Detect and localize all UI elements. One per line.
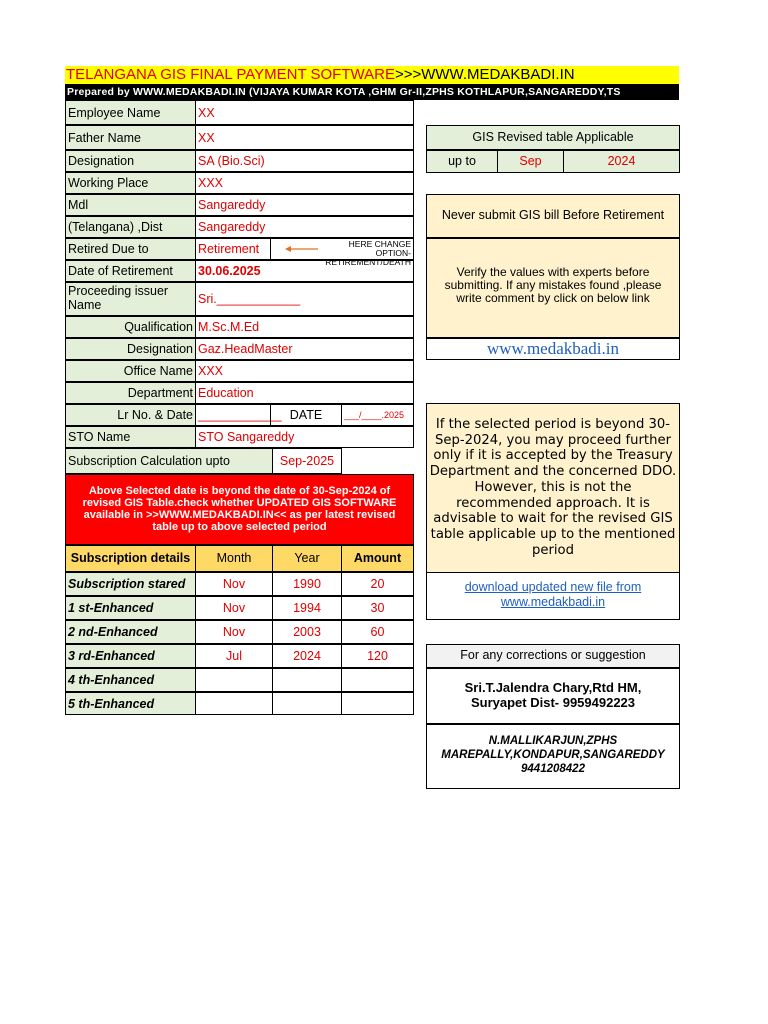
gis-revised-month: Sep — [497, 150, 564, 173]
never-submit-notice: Never submit GIS bill Before Retirement — [426, 194, 680, 238]
table-cell-year[interactable]: 2024 — [272, 644, 342, 668]
beyond-date-warning: Above Selected date is beyond the date of 30-Sep-2024 of revised GIS Table.check whether UPDATED GIS SOFTWARE available in >>WWW.MEDAKBADI.IN<< as per latest revised table up to above selected period — [65, 474, 414, 545]
table-cell-month[interactable] — [195, 692, 273, 715]
table-cell-year[interactable] — [272, 692, 342, 715]
lr-no-label: Lr No. & Date — [65, 404, 196, 426]
page-title — [65, 66, 679, 84]
table-cell-year[interactable] — [272, 668, 342, 692]
issuer-designation-field[interactable]: Gaz.HeadMaster — [195, 338, 414, 360]
qualification-label: Qualification — [65, 316, 196, 338]
table-cell-amount — [341, 692, 414, 715]
contact-mallikarjun-phone: 9441208422 — [521, 763, 585, 775]
employee-name-field[interactable]: XX — [195, 100, 414, 125]
district-label: (Telangana) ,Dist — [65, 216, 196, 238]
sto-name-field[interactable]: STO Sangareddy — [195, 426, 414, 448]
table-cell-month[interactable]: Jul — [195, 644, 273, 668]
year-header: Year — [272, 545, 342, 572]
lr-date-field[interactable]: ___/____.2025 — [341, 404, 414, 426]
gis-revised-label: GIS Revised table Applicable — [426, 125, 680, 150]
table-cell-amount: 60 — [341, 620, 414, 644]
table-cell-year[interactable]: 1990 — [272, 572, 342, 596]
proceeding-issuer-field[interactable]: Sri.____________ — [195, 282, 414, 316]
subscription-upto-select[interactable]: Sep-2025 — [272, 448, 342, 474]
date-label: DATE — [270, 404, 342, 426]
table-row-label: 4 th-Enhanced — [65, 668, 196, 692]
retired-due-to-select[interactable]: Retirement — [195, 238, 271, 260]
period-advisory-note: If the selected period is beyond 30-Sep-2024, you may proceed further only if it is accepted by the Treasury Department and the concerned DDO. However, this is not the recommended approach. It is advisable to wait for the revised GIS table applicable up to the mentioned period — [426, 403, 680, 573]
title-text: TELANGANA GIS FINAL PAYMENT SOFTWARE — [66, 66, 395, 83]
department-field[interactable]: Education — [195, 382, 414, 404]
table-cell-month[interactable] — [195, 668, 273, 692]
working-place-field[interactable]: XXX — [195, 172, 414, 194]
retired-option-note-cell — [270, 238, 414, 267]
table-row-label: 3 rd-Enhanced — [65, 644, 196, 668]
corrections-header: For any corrections or suggestion — [426, 644, 680, 668]
table-cell-amount: 120 — [341, 644, 414, 668]
table-row-label: Subscription stared — [65, 572, 196, 596]
qualification-field[interactable]: M.Sc.M.Ed — [195, 316, 414, 338]
download-update-link[interactable]: download updated new file from www.medakbadi.in — [464, 580, 642, 609]
retired-due-to-label: Retired Due to — [65, 238, 196, 260]
table-cell-year[interactable]: 1994 — [272, 596, 342, 620]
table-row-label: 2 nd-Enhanced — [65, 620, 196, 644]
title-url[interactable]: >>>WWW.MEDAKBADI.IN — [394, 66, 575, 83]
date-of-retirement-label: Date of Retirement — [65, 260, 196, 282]
issuer-designation-label: Designation — [65, 338, 196, 360]
table-cell-month[interactable]: Nov — [195, 596, 273, 620]
designation-label: Designation — [65, 150, 196, 172]
father-name-label: Father Name — [65, 125, 196, 150]
contact-mallikarjun-name: N.MALLIKARJUN,ZPHS MAREPALLY,KONDAPUR,SANGAREDDY — [441, 735, 665, 761]
subscription-details-header: Subscription details — [65, 545, 196, 572]
retired-option-note: HERE CHANGE OPTION-RETIREMENT/DEATH — [325, 239, 411, 267]
working-place-label: Working Place — [65, 172, 196, 194]
table-cell-year[interactable]: 2003 — [272, 620, 342, 644]
employee-name-label: Employee Name — [65, 100, 196, 125]
prepared-by-banner: Prepared by WWW.MEDAKBADI.IN (VIJAYA KUMAR KOTA ,GHM Gr-II,ZPHS KOTHLAPUR,SANGAREDDY,TS — [65, 84, 679, 100]
mandal-label: Mdl — [65, 194, 196, 216]
medakbadi-site-link[interactable]: www.medakbadi.in — [426, 338, 680, 360]
gis-upto-label: up to — [426, 150, 498, 173]
table-row-label: 1 st-Enhanced — [65, 596, 196, 620]
amount-header: Amount — [341, 545, 414, 572]
contact-jalendra: Sri.T.Jalendra Chary,Rtd HM, Suryapet Dist- 9959492223 — [426, 668, 680, 724]
table-cell-amount: 30 — [341, 596, 414, 620]
office-name-label: Office Name — [65, 360, 196, 382]
designation-field[interactable]: SA (Bio.Sci) — [195, 150, 414, 172]
district-field[interactable]: Sangareddy — [195, 216, 414, 238]
date-of-retirement-field[interactable]: 30.06.2025 — [195, 260, 414, 282]
sto-name-label: STO Name — [65, 426, 196, 448]
proceeding-issuer-label: Proceeding issuer Name — [65, 282, 196, 316]
contact-mallikarjun — [426, 724, 680, 789]
lr-no-field[interactable]: ____________ — [195, 404, 271, 426]
office-name-field[interactable]: XXX — [195, 360, 414, 382]
mandal-field[interactable]: Sangareddy — [195, 194, 414, 216]
table-cell-amount — [341, 668, 414, 692]
month-header: Month — [195, 545, 273, 572]
table-cell-amount: 20 — [341, 572, 414, 596]
department-label: Department — [65, 382, 196, 404]
table-cell-month[interactable]: Nov — [195, 620, 273, 644]
table-row-label: 5 th-Enhanced — [65, 692, 196, 715]
download-update-box — [426, 572, 680, 620]
table-cell-month[interactable]: Nov — [195, 572, 273, 596]
verify-notice: Verify the values with experts before submitting. If any mistakes found ,please write comment by click on below link — [426, 238, 680, 338]
father-name-field[interactable]: XX — [195, 125, 414, 150]
subscription-upto-label: Subscription Calculation upto — [65, 448, 273, 474]
gis-revised-year: 2024 — [563, 150, 680, 173]
